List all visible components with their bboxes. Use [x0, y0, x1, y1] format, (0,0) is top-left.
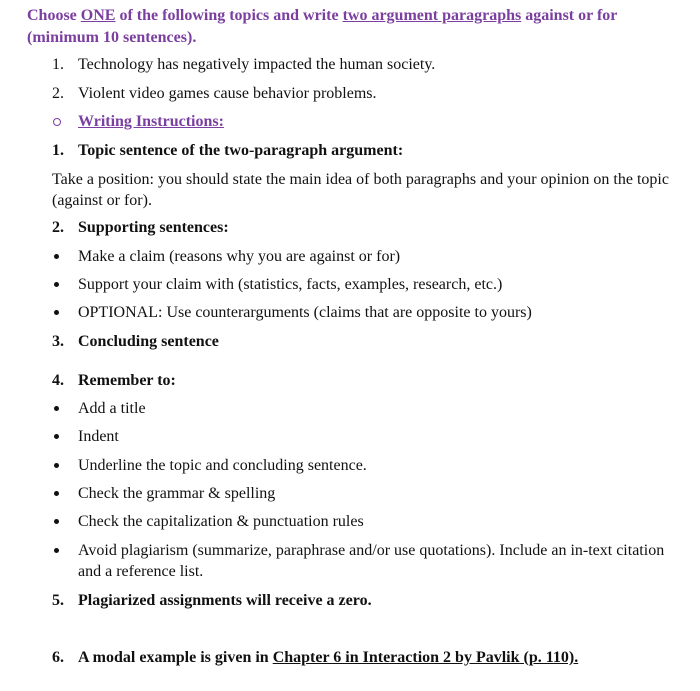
step-number: 1.: [52, 142, 64, 159]
intro-text-3: against or for (minimum 10 sentences).: [27, 7, 618, 46]
bullet-icon: [54, 491, 59, 496]
bullet-icon: [54, 434, 59, 439]
supporting-heading: Supporting sentences:: [78, 219, 229, 236]
bullet-text: OPTIONAL: Use counterarguments (claims that are opposite to yours): [78, 304, 532, 321]
step-number: 4.: [52, 372, 64, 389]
assignment-intro: [27, 5, 677, 49]
step-number: 3.: [52, 333, 64, 350]
intro-text-2: of the following topics and write: [115, 7, 343, 24]
concluding-heading: Concluding sentence: [78, 333, 219, 350]
writing-instructions-link[interactable]: Writing Instructions:: [78, 113, 224, 130]
remember-heading: Remember to:: [78, 372, 176, 389]
bullet-icon: [54, 310, 59, 315]
bullet-text: Make a claim (reasons why you are against or for): [78, 248, 401, 265]
example-prefix: A modal example is given in: [78, 649, 273, 666]
topic-number: 2.: [52, 85, 64, 102]
topic-sentence-heading: Topic sentence of the two-paragraph argument:: [78, 142, 404, 159]
bullet-icon: [54, 463, 59, 468]
bullet-text: Add a title: [78, 400, 146, 417]
bullet-text: Avoid plagiarism (summarize, paraphrase and/or use quotations). Include an in-text citation and a reference list.: [78, 542, 665, 580]
intro-text-1: Choose: [27, 7, 81, 24]
topic-sentence-description: Take a position: you should state the main idea of both paragraphs and your opinion on the topic (against or for).: [52, 171, 669, 209]
intro-one: ONE: [80, 7, 116, 24]
bullet-text: Support your claim with (statistics, facts, examples, research, etc.): [78, 276, 503, 293]
bullet-text: Indent: [78, 428, 119, 445]
plagiarism-text: Plagiarized assignments will receive a zero.: [78, 592, 372, 609]
intro-two-arguments: two argument paragraphs: [342, 7, 522, 24]
topic-text: Violent video games cause behavior problems.: [78, 85, 377, 102]
bullet-text: Check the grammar & spelling: [78, 485, 276, 502]
bullet-icon: [54, 406, 59, 411]
step-number: 6.: [52, 649, 64, 666]
step-number: 2.: [52, 219, 64, 236]
topic-text: Technology has negatively impacted the human society.: [78, 56, 436, 73]
step-number: 5.: [52, 592, 64, 609]
bullet-icon: [54, 548, 59, 553]
bullet-icon: [54, 519, 59, 524]
bullet-icon: [54, 254, 59, 259]
example-text: [78, 647, 678, 669]
bullet-text: Check the capitalization & punctuation rules: [78, 513, 364, 530]
circle-bullet-icon: [53, 118, 61, 126]
bullet-text: Underline the topic and concluding sentence.: [78, 457, 367, 474]
bullet-icon: [54, 282, 59, 287]
topic-number: 1.: [52, 56, 64, 73]
chapter-reference-link[interactable]: Chapter 6 in Interaction 2 by Pavlik (p. 110).: [272, 649, 579, 666]
